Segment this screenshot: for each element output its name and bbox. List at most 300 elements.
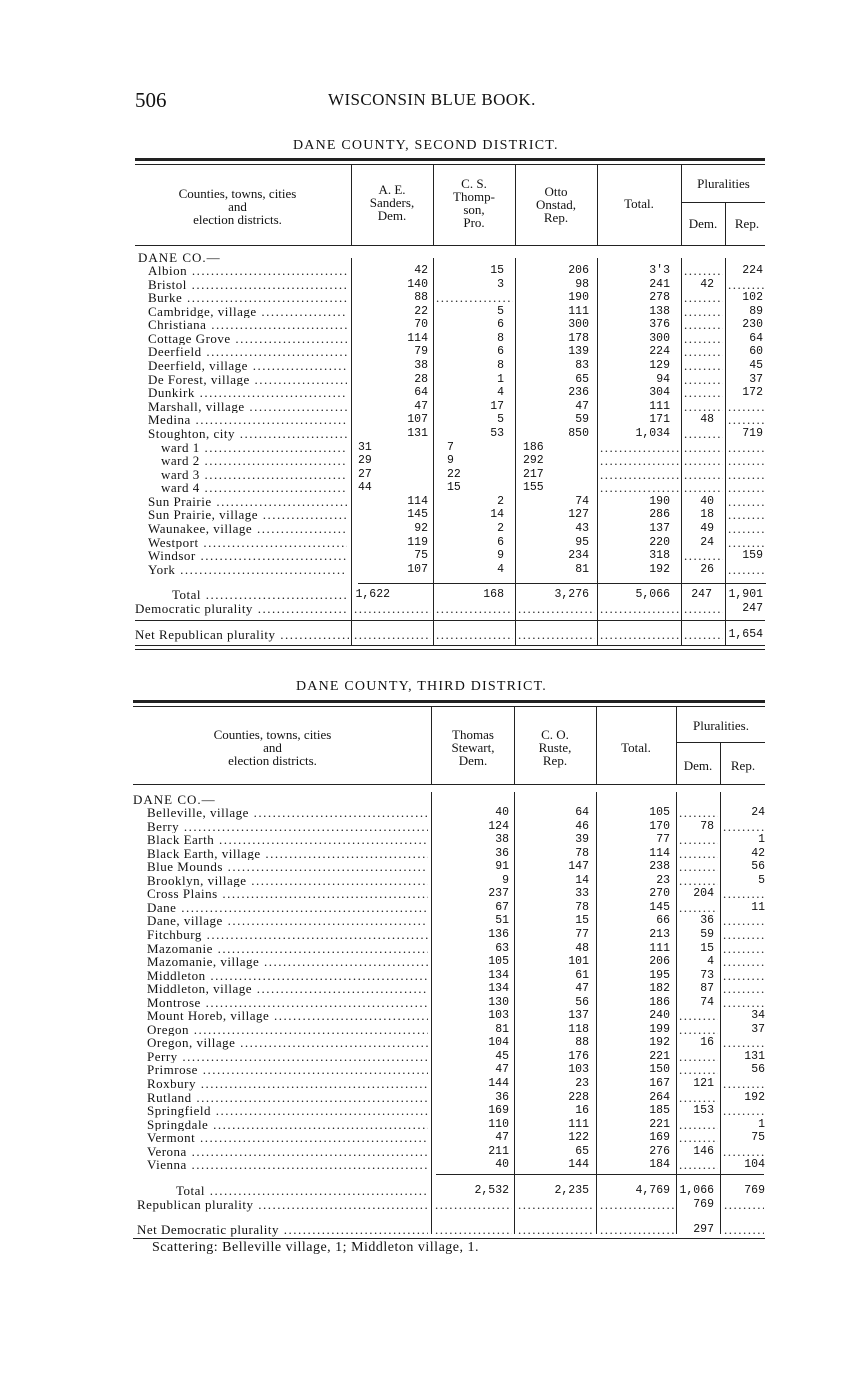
district-row: [0, 928, 859, 942]
stewart-votes: 63: [495, 941, 509, 955]
district-name: Sun Prairie .....: [148, 495, 347, 509]
total-votes: 190: [649, 494, 670, 508]
county-heading: DANE CO.—: [133, 792, 216, 807]
total-votes: 206: [649, 955, 670, 969]
sanders-votes: 145: [407, 508, 428, 522]
ruste-votes: 228: [568, 1090, 589, 1104]
onstad-votes: 300: [568, 318, 589, 332]
rep-plurality: 34: [751, 1009, 765, 1023]
dem-plurality: 40: [700, 494, 714, 508]
onstad-votes: 139: [568, 345, 589, 359]
district-name: ward 1 .....: [161, 441, 347, 455]
sub-value: 27: [358, 467, 372, 481]
dem-plurality: 49: [700, 522, 714, 536]
stewart-votes: 38: [495, 833, 509, 847]
third-total-row: Total ..... 2,532 2,235 4,769 1,066 769: [0, 1184, 859, 1198]
sanders-votes: 92: [414, 522, 428, 536]
district-name: Dane .....: [147, 901, 428, 915]
stewart-votes: 45: [495, 1049, 509, 1063]
stewart-votes: 110: [488, 1117, 509, 1131]
ruste-votes: 176: [568, 1049, 589, 1063]
ward-row: [0, 454, 859, 468]
district-name: Roxbury .....: [147, 1077, 428, 1091]
ruste-votes: 103: [568, 1063, 589, 1077]
total-votes: 94: [656, 372, 670, 386]
total-votes: 186: [649, 995, 670, 1009]
dem-plurality: 146: [693, 1144, 714, 1158]
district-name: Middleton, village .....: [147, 982, 428, 996]
sanders-votes: 38: [414, 359, 428, 373]
district-row: [0, 806, 859, 820]
stewart-votes: 9: [502, 873, 509, 887]
onstad-votes: 234: [568, 549, 589, 563]
district-name: Windsor .....: [148, 549, 347, 563]
total-votes: 192: [649, 1036, 670, 1050]
dem-plurality: 36: [700, 914, 714, 928]
dem-plurality-header: Dem.: [688, 216, 718, 231]
ruste-votes: 111: [568, 1117, 589, 1131]
total-votes: 66: [656, 914, 670, 928]
sub-value: 22: [447, 467, 461, 481]
district-name: ward 2 .....: [161, 454, 347, 468]
ruste-votes: 33: [575, 887, 589, 901]
district-row: [0, 874, 859, 888]
rep-plurality: 224: [742, 264, 763, 277]
district-name: Vermont .....: [147, 1131, 428, 1145]
onstad-votes: 74: [575, 494, 589, 508]
district-row: [0, 1023, 859, 1037]
dem-plurality: 24: [700, 535, 714, 549]
total-column-header: Total.: [624, 196, 654, 211]
thompson-votes: 15: [490, 264, 504, 277]
thompson-votes: 6: [497, 318, 504, 332]
dem-plurality-header: Dem.: [683, 758, 713, 773]
onstad-votes: 65: [575, 372, 589, 386]
dem-plurality: 16: [700, 1036, 714, 1050]
district-row: [0, 291, 859, 305]
district-name: Fitchburg .....: [147, 928, 428, 942]
book-title: WISCONSIN BLUE BOOK.: [328, 90, 536, 109]
district-name: Berry .....: [147, 820, 428, 834]
district-row: [0, 996, 859, 1010]
sanders-votes: 107: [407, 413, 428, 427]
ruste-votes: 118: [568, 1022, 589, 1036]
district-row: [0, 1131, 859, 1145]
sub-value: 7: [447, 440, 454, 454]
district-name: Dane, village .....: [147, 914, 428, 928]
stewart-column-header: Thomas Stewart, Dem.: [451, 727, 495, 768]
ruste-votes: 137: [568, 1009, 589, 1023]
rep-plurality: 24: [751, 806, 765, 819]
onstad-votes: 59: [575, 413, 589, 427]
total-votes: 111: [649, 941, 670, 955]
total-votes: 238: [649, 860, 670, 874]
stewart-votes: 51: [495, 914, 509, 928]
district-row: [0, 942, 859, 956]
onstad-votes: 83: [575, 359, 589, 373]
district-row: [0, 1050, 859, 1064]
onstad-column-header: Otto Onstad, Rep.: [535, 184, 577, 225]
district-name: Springdale .....: [147, 1118, 428, 1132]
district-row: [0, 373, 859, 387]
district-name: Black Earth .....: [147, 833, 428, 847]
total-votes: 286: [649, 508, 670, 522]
stewart-votes: 103: [488, 1009, 509, 1023]
district-name: Middleton .....: [147, 969, 428, 983]
total-votes: 192: [649, 562, 670, 576]
district-row: [0, 1118, 859, 1132]
district-row: [0, 982, 859, 996]
rep-plurality: 102: [742, 291, 763, 305]
thompson-votes: 53: [490, 426, 504, 440]
sanders-votes: 88: [414, 291, 428, 305]
district-name: Brooklyn, village .....: [147, 874, 428, 888]
district-column-header: Counties, towns, cities and election districts.: [213, 727, 332, 768]
district-row: [0, 860, 859, 874]
onstad-votes: 178: [568, 331, 589, 345]
stewart-votes: 91: [495, 860, 509, 874]
district-row: [0, 1009, 859, 1023]
stewart-votes: 36: [495, 846, 509, 860]
republican-plurality-row: Republican plurality ..... ..... ..... ..... 769 .....: [0, 1198, 859, 1212]
district-name: Dunkirk .....: [148, 386, 347, 400]
onstad-votes: 111: [568, 304, 589, 318]
dem-plurality: 153: [693, 1104, 714, 1118]
ruste-votes: 48: [575, 941, 589, 955]
stewart-votes: 134: [488, 968, 509, 982]
sanders-votes: 140: [407, 277, 428, 291]
total-votes: 77: [656, 833, 670, 847]
thompson-votes: 8: [497, 331, 504, 345]
total-votes: 170: [649, 819, 670, 833]
total-votes: 270: [649, 887, 670, 901]
dem-plurality: 74: [700, 995, 714, 1009]
county-heading: DANE CO.—: [138, 250, 221, 265]
ruste-votes: 65: [575, 1144, 589, 1158]
rep-plurality: 89: [749, 304, 763, 318]
ward-row: [0, 441, 859, 455]
district-name: Cambridge, village .....: [148, 305, 347, 319]
page-number: 506: [135, 88, 167, 112]
district-row: [0, 522, 859, 536]
sanders-votes: 64: [414, 386, 428, 400]
district-row: [0, 359, 859, 373]
stewart-votes: 134: [488, 982, 509, 996]
sanders-column-header: A. E. Sanders, Dem.: [369, 182, 415, 223]
thompson-votes: 6: [497, 345, 504, 359]
onstad-votes: 206: [568, 264, 589, 277]
ruste-votes: 64: [575, 806, 589, 819]
stewart-votes: 36: [495, 1090, 509, 1104]
onstad-votes: 190: [568, 291, 589, 305]
district-name: Westport .....: [148, 536, 347, 550]
district-name: Verona .....: [147, 1145, 428, 1159]
district-name: Deerfield, village .....: [148, 359, 347, 373]
onstad-votes: 43: [575, 522, 589, 536]
stewart-votes: 104: [488, 1036, 509, 1050]
ward-row: [0, 481, 859, 495]
district-name: York .....: [148, 563, 347, 577]
net-democratic-plurality-row: Net Democratic plurality ..... ..... ..... ..... 297 .....: [0, 1223, 859, 1237]
district-name: Christiana .....: [148, 318, 347, 332]
district-name: Mount Horeb, village .....: [147, 1009, 428, 1023]
ruste-votes: 39: [575, 833, 589, 847]
district-name: Burke .....: [148, 291, 347, 305]
rep-plurality: 37: [749, 372, 763, 386]
sanders-votes: 47: [414, 399, 428, 413]
district-row: [0, 563, 859, 577]
district-name: ward 4 .....: [161, 481, 347, 495]
district-name: Sun Prairie, village .....: [148, 508, 347, 522]
sanders-votes: 75: [414, 549, 428, 563]
district-name: Rutland .....: [147, 1091, 428, 1105]
total-votes: 300: [649, 331, 670, 345]
sub-value: 9: [447, 454, 454, 468]
thompson-votes: 1: [497, 372, 504, 386]
stewart-votes: 124: [488, 819, 509, 833]
democratic-plurality-row: Democratic plurality ..... ..... ..... ..... ..... ..... 247: [0, 602, 859, 616]
sub-value: 15: [447, 481, 461, 495]
stewart-votes: 47: [495, 1131, 509, 1145]
stewart-votes: 40: [495, 806, 509, 819]
rep-plurality: 192: [744, 1090, 765, 1104]
total-votes: 185: [649, 1104, 670, 1118]
total-votes: 304: [649, 386, 670, 400]
stewart-votes: 40: [495, 1158, 509, 1172]
total-votes: 129: [649, 359, 670, 373]
dem-plurality: 4: [707, 955, 714, 969]
district-row: [0, 820, 859, 834]
district-name: De Forest, village .....: [148, 373, 347, 387]
dem-plurality: 15: [700, 941, 714, 955]
district-row: [0, 1145, 859, 1159]
stewart-votes: 211: [488, 1144, 509, 1158]
ruste-votes: 14: [575, 873, 589, 887]
district-row: [0, 305, 859, 319]
total-votes: 184: [649, 1158, 670, 1172]
total-column-header: Total.: [621, 740, 651, 755]
dem-plurality: 48: [700, 413, 714, 427]
sanders-votes: 79: [414, 345, 428, 359]
scattering-footnote: Scattering: Belleville village, 1; Middleton village, 1.: [152, 1240, 479, 1255]
thompson-votes: 8: [497, 359, 504, 373]
district-name: Marshall, village .....: [148, 400, 347, 414]
dem-plurality: 26: [700, 562, 714, 576]
ruste-votes: 61: [575, 968, 589, 982]
district-row: [0, 536, 859, 550]
district-name: Oregon, village .....: [147, 1036, 428, 1050]
district-row: [0, 332, 859, 346]
sub-value: 292: [523, 454, 544, 468]
dem-plurality: 87: [700, 982, 714, 996]
district-name: Mazomanie .....: [147, 942, 428, 956]
ruste-votes: 15: [575, 914, 589, 928]
district-row: [0, 833, 859, 847]
third-district-title: DANE COUNTY, THIRD DISTRICT.: [296, 679, 547, 694]
sanders-votes: 28: [414, 372, 428, 386]
total-votes: 105: [649, 806, 670, 819]
rep-plurality-header: Rep.: [734, 216, 760, 231]
district-row: [0, 495, 859, 509]
pluralities-header: Pluralities: [697, 176, 750, 191]
district-row: [0, 1104, 859, 1118]
second-district-title: DANE COUNTY, SECOND DISTRICT.: [293, 138, 559, 153]
district-name: Primrose .....: [147, 1063, 428, 1077]
onstad-votes: 47: [575, 399, 589, 413]
total-votes: 213: [649, 927, 670, 941]
onstad-votes: 81: [575, 562, 589, 576]
total-votes: 221: [649, 1117, 670, 1131]
district-row: [0, 1158, 859, 1172]
pluralities-header: Pluralities.: [693, 718, 749, 733]
district-row: [0, 1077, 859, 1091]
district-row: [0, 914, 859, 928]
ruste-column-header: C. O. Ruste, Rep.: [538, 727, 572, 768]
thompson-votes: 2: [497, 522, 504, 536]
ruste-votes: 78: [575, 900, 589, 914]
district-row: [0, 1036, 859, 1050]
total-votes: 376: [649, 318, 670, 332]
district-name: Belleville, village .....: [147, 806, 428, 820]
rep-plurality: 56: [751, 860, 765, 874]
district-row: [0, 969, 859, 983]
district-row: [0, 318, 859, 332]
district-row: [0, 549, 859, 563]
sub-value: 44: [358, 481, 372, 495]
sub-value: 155: [523, 481, 544, 495]
dem-plurality: 59: [700, 927, 714, 941]
district-name: ward 3 .....: [161, 468, 347, 482]
total-votes: 150: [649, 1063, 670, 1077]
stewart-votes: 130: [488, 995, 509, 1009]
stewart-votes: 47: [495, 1063, 509, 1077]
rep-plurality-header: Rep.: [730, 758, 756, 773]
total-votes: 1,034: [635, 426, 670, 440]
thompson-votes: 9: [497, 549, 504, 563]
district-name: Deerfield .....: [148, 345, 347, 359]
stewart-votes: 105: [488, 955, 509, 969]
ruste-votes: 16: [575, 1104, 589, 1118]
second-total-row: Total ..... 1,622 168 3,276 5,066 247 1,901: [0, 588, 859, 602]
district-name: Albion .....: [148, 264, 347, 278]
total-votes: 195: [649, 968, 670, 982]
dem-plurality: 18: [700, 508, 714, 522]
total-votes: 169: [649, 1131, 670, 1145]
thompson-votes: 4: [497, 562, 504, 576]
thompson-votes: 14: [490, 508, 504, 522]
ruste-votes: 47: [575, 982, 589, 996]
district-name: Oregon .....: [147, 1023, 428, 1037]
total-votes: 111: [649, 399, 670, 413]
sanders-votes: 42: [414, 264, 428, 277]
onstad-votes: 98: [575, 277, 589, 291]
rep-plurality: 104: [744, 1158, 765, 1172]
ruste-votes: 23: [575, 1077, 589, 1090]
sanders-votes: 114: [407, 494, 428, 508]
total-votes: 224: [649, 345, 670, 359]
district-name: Blue Mounds .....: [147, 860, 428, 874]
sub-value: 217: [523, 467, 544, 481]
district-row: [0, 508, 859, 522]
thompson-votes: 4: [497, 386, 504, 400]
thompson-votes: 5: [497, 304, 504, 318]
sub-value: 31: [358, 440, 372, 454]
sanders-votes: 119: [407, 535, 428, 549]
total-votes: 264: [649, 1090, 670, 1104]
dem-plurality: 42: [700, 277, 714, 291]
district-name: Vienna .....: [147, 1158, 428, 1172]
total-votes: 318: [649, 549, 670, 563]
sub-value: 29: [358, 454, 372, 468]
total-votes: 221: [649, 1049, 670, 1063]
rep-plurality: 172: [742, 386, 763, 400]
rep-plurality: 1: [758, 1117, 765, 1131]
sanders-votes: 131: [407, 426, 428, 440]
district-row: [0, 887, 859, 901]
district-row: [0, 386, 859, 400]
ruste-votes: 78: [575, 846, 589, 860]
ruste-votes: 56: [575, 995, 589, 1009]
ruste-votes: 46: [575, 819, 589, 833]
rep-plurality: 5: [758, 873, 765, 887]
district-row: [0, 413, 859, 427]
district-row: [0, 278, 859, 292]
thompson-column-header: C. S. Thomp- son, Pro.: [453, 176, 495, 230]
thompson-votes: 2: [497, 494, 504, 508]
district-name: Black Earth, village .....: [147, 847, 428, 861]
ruste-votes: 88: [575, 1036, 589, 1050]
total-votes: 240: [649, 1009, 670, 1023]
district-name: Perry .....: [147, 1050, 428, 1064]
sanders-votes: 107: [407, 562, 428, 576]
total-votes: 167: [649, 1077, 670, 1090]
district-name: Montrose .....: [147, 996, 428, 1010]
rep-plurality: 42: [751, 846, 765, 860]
ward-row: [0, 468, 859, 482]
district-row: [0, 1091, 859, 1105]
district-column-header: Counties, towns, cities and election districts.: [178, 186, 297, 227]
thompson-votes: 17: [490, 399, 504, 413]
district-name: Mazomanie, village .....: [147, 955, 428, 969]
rep-plurality: 159: [742, 549, 763, 563]
rep-plurality: 75: [751, 1131, 765, 1145]
total-votes: 137: [649, 522, 670, 536]
ruste-votes: 122: [568, 1131, 589, 1145]
sanders-votes: 114: [407, 331, 428, 345]
district-name: Bristol .....: [148, 278, 347, 292]
total-votes: 138: [649, 304, 670, 318]
onstad-votes: 236: [568, 386, 589, 400]
rep-plurality: 11: [751, 900, 765, 914]
thompson-votes: 6: [497, 535, 504, 549]
district-row: [0, 901, 859, 915]
district-row: [0, 955, 859, 969]
onstad-votes: 95: [575, 535, 589, 549]
dem-plurality: 78: [700, 819, 714, 833]
total-votes: 276: [649, 1144, 670, 1158]
rep-plurality: 60: [749, 345, 763, 359]
district-name: Springfield .....: [147, 1104, 428, 1118]
total-votes: 241: [649, 277, 670, 291]
district-name: Cottage Grove .....: [148, 332, 347, 346]
sanders-votes: 70: [414, 318, 428, 332]
district-row: [0, 427, 859, 441]
stewart-votes: 67: [495, 900, 509, 914]
dem-plurality: 73: [700, 968, 714, 982]
district-name: Cross Plains .....: [147, 887, 428, 901]
total-votes: 220: [649, 535, 670, 549]
rep-plurality: 1: [758, 833, 765, 847]
